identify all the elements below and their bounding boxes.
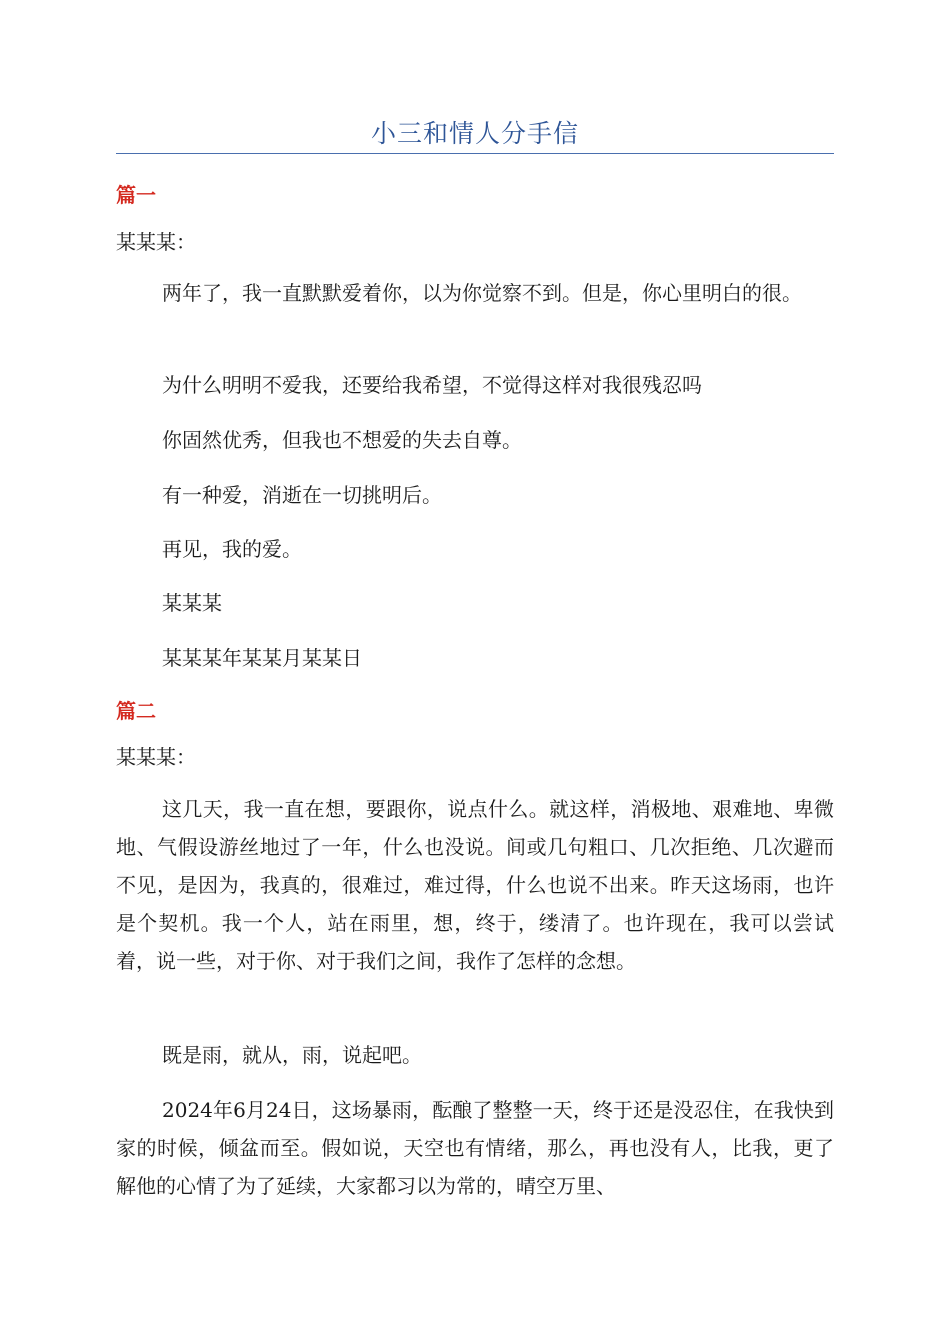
- paragraph-1-2: 为什么明明不爱我，还要给我希望，不觉得这样对我很残忍吗: [162, 373, 702, 397]
- document-title: 小三和情人分手信: [370, 119, 579, 148]
- section-heading-2: 篇二: [116, 699, 156, 723]
- paragraph-2-3: 2024年6月24日，这场暴雨，酝酿了整整一天，终于还是没忍住，在我快到家的时候，倾盆而至。假如说，天空也有情绪，那么，再也没有人，比我，更了解他的心情了为了延续，大家都习以为常的，晴空万里、: [116, 1098, 834, 1198]
- paragraph-1-3: 你固然优秀，但我也不想爱的失去自尊。: [162, 428, 522, 452]
- salutation-2: 某某某：: [116, 745, 196, 769]
- paragraph-2-2: 既是雨，就从，雨，说起吧。: [162, 1043, 422, 1067]
- section-heading-1: 篇一: [116, 183, 156, 207]
- paragraph-2-1: 这几天，我一直在想，要跟你，说点什么。就这样，消极地、艰难地、卑微地、气假设游丝地过了一年，什么也没说。间或几句粗口、几次拒绝、几次避而不见，是因为，我真的，很难过，难过得，什么也说不出来。昨天这场雨，也许是个契机。我一个人，站在雨里，想，终于，缕清了。也许现在，我可以尝试着，说一些，对于你、对于我们之间，我作了怎样的念想。: [116, 797, 834, 973]
- salutation-1: 某某某：: [116, 230, 196, 254]
- title-underline: [116, 153, 834, 154]
- signature-1: 某某某: [162, 591, 222, 615]
- paragraph-1-4: 有一种爱，消逝在一切挑明后。: [162, 483, 442, 507]
- paragraph-1-5: 再见，我的爱。: [162, 537, 302, 561]
- date-1: 某某某年某某月某某日: [162, 646, 362, 670]
- paragraph-1-1: 两年了，我一直默默爱着你，以为你觉察不到。但是，你心里明白的很。: [162, 281, 802, 305]
